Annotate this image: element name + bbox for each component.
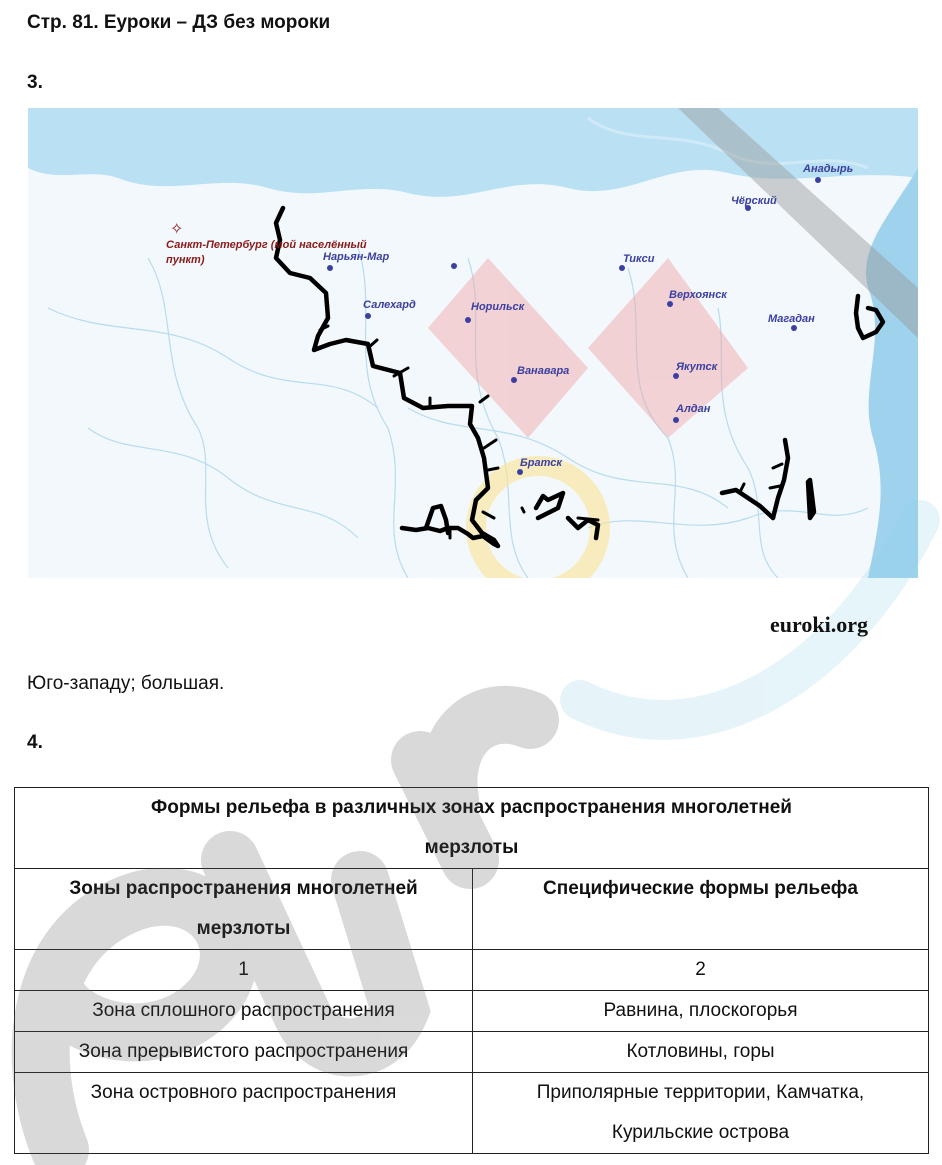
table-title: Формы рельефа в различных зонах распространения многолетней мерзлоты: [15, 788, 929, 869]
city-label: Тикси: [623, 253, 655, 265]
table-cell: 1: [15, 950, 473, 991]
city-label: Якутск: [676, 361, 718, 373]
city-label: Нарьян-Мар: [323, 251, 390, 263]
home-label-2: пункт): [166, 254, 205, 266]
city-label: Анадырь: [803, 163, 854, 175]
table-cell: Зона островного распространения: [15, 1073, 473, 1154]
city-label: Магадан: [768, 313, 815, 325]
table-cell: Зона сплошного распространения: [15, 991, 473, 1032]
column-header-zones: Зоны распространения многолетней мерзлоты: [15, 869, 473, 950]
table-row: [15, 950, 929, 991]
task-4-number: 4.: [27, 732, 43, 753]
table-cell: Приполярные территории, Камчатка, Курильские острова: [473, 1073, 929, 1154]
table-cell: Равнина, плоскогорья: [473, 991, 929, 1032]
city-label: Алдан: [676, 403, 711, 415]
city-label: Ванавара: [517, 365, 570, 377]
home-marker-icon: ✧: [170, 221, 184, 238]
table-row: [15, 1032, 929, 1073]
task-3-answer: Юго-западу; большая.: [27, 673, 225, 694]
city-label: Чёрский: [731, 195, 777, 207]
table-cell: Котловины, горы: [473, 1032, 929, 1073]
brand-label: euroki.org: [770, 612, 868, 637]
city-label: Верхоянск: [669, 289, 727, 301]
city-label: Норильск: [471, 301, 525, 313]
column-header-forms: Специфические формы рельефа: [473, 869, 929, 950]
city-label: Салехард: [363, 299, 416, 311]
task-3-number: 3.: [27, 72, 43, 93]
relief-table: [14, 787, 929, 1154]
city-label: Братск: [520, 457, 562, 469]
table-row: [15, 991, 929, 1032]
table-row: [15, 1073, 929, 1154]
permafrost-map: [28, 108, 918, 578]
table-cell: Зона прерывистого распространения: [15, 1032, 473, 1073]
page-heading: Стр. 81. Еуроки – ДЗ без мороки: [27, 12, 331, 33]
home-label-1: Санкт-Петербург (мой населённый: [166, 239, 367, 251]
table-cell: 2: [473, 950, 929, 991]
